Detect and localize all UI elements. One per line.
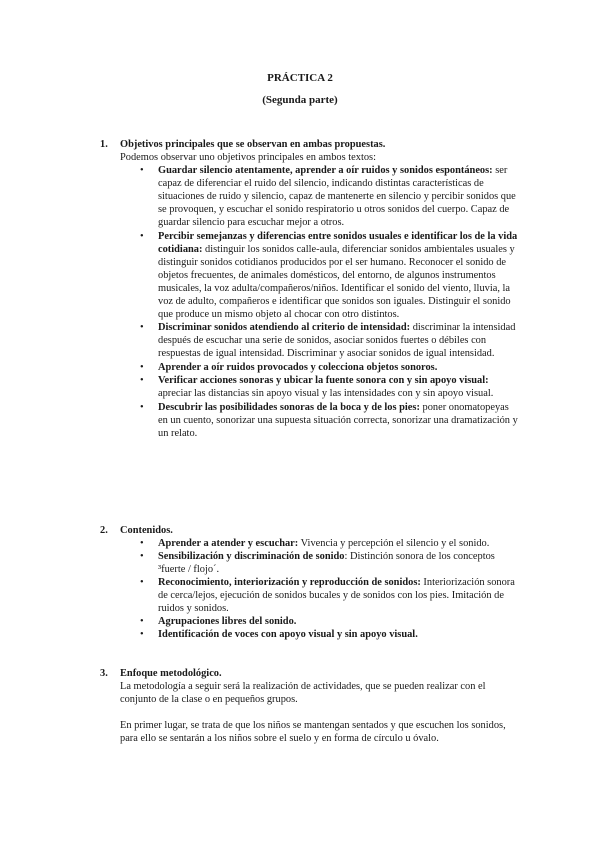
paragraph: La metodología a seguir será la realización de actividades, que se pueden realizar con el conjunto de la clase o en pequeños grupos. xyxy=(120,681,486,705)
contents-list xyxy=(100,537,520,641)
list-item: • Descubrir las posibilidades sonoras de la boca y de los pies: poner onomatopeyas en un cuento, sonorizar una supuesta situación correcta, sonorizar una dramatización y un relato. xyxy=(140,401,518,439)
paragraph: En primer lugar, se trata de que los niños se mantengan sentados y que escuchen los sonidos, para ello se sentarán a los niños sobre el suelo y en forma de círculo u óvalo. xyxy=(120,720,506,744)
section-number: 3. xyxy=(100,668,108,679)
list-item: • Percibir semejanzas y diferencias entre sonidos usuales e identificar los de la vida cotidiana: distinguir los sonidos calle-aula, diferenciar sonidos ambientales usuales y distinguir sonidos cotidianos producidos por el ser humano. Reconocer el sonido de objetos frecuentes, de animales domésticos, del entorno, de algunos instrumentos musicales, la voz adulta/compañeros/niños. Identificar el sonido del viento, lluvia, la voz de adulto, compañeros e identificar que sonidos son iguales. Distinguir el sonido que produce un mismo objeto al chocar con otro distintos. xyxy=(140,230,518,320)
bullet-icon: • xyxy=(140,551,144,562)
list-item: • Aprender a atender y escuchar: Vivencia y percepción el silencio y el sonido. xyxy=(140,538,490,549)
bullet-icon: • xyxy=(140,322,144,333)
bullet-icon: • xyxy=(140,165,144,176)
list-item: • Sensibilización y discriminación de sonido: Distinción sonora de los conceptos ³fuerte / flojo´. xyxy=(140,551,495,575)
list-item: • Identificación de voces con apoyo visual y sin apoyo visual. xyxy=(140,629,418,640)
list-item: • Agrupaciones libres del sonido. xyxy=(140,616,297,627)
bullet-icon: • xyxy=(140,361,144,373)
objectives-list xyxy=(100,164,520,440)
list-item: • Discriminar sonidos atendiendo al criterio de intensidad: discriminar la intensidad después de escuchar una serie de sonidos, asociar sonidos fuertes o débiles con respuestas de igual intensidad. Discriminar y asociar sonidos de igual intensidad. xyxy=(140,322,516,359)
section-heading xyxy=(100,138,520,151)
list-item: • Verificar acciones sonoras y ubicar la fuente sonora con y sin apoyo visual: apreciar las distancias sin apoyo visual y las intensidades con y sin apoyo visual. xyxy=(140,375,494,399)
section-title: Objetivos principales que se observan en ambas propuestas. xyxy=(120,139,386,150)
bullet-icon: • xyxy=(140,375,144,386)
bullet-icon: • xyxy=(140,230,144,242)
page-subtitle: (Segunda parte) xyxy=(262,94,338,106)
section-enfoque xyxy=(100,667,520,745)
section-objetivos xyxy=(100,138,520,440)
bullet-icon: • xyxy=(140,538,144,549)
list-item: • Aprender a oír ruidos provocados y colecciona objetos sonoros. xyxy=(140,361,438,373)
section-title: Enfoque metodológico. xyxy=(120,668,222,679)
section-contenidos xyxy=(100,524,520,641)
list-item: • Reconocimiento, interiorización y reproducción de sonidos: Interiorización sonora de cerca/lejos, ejecución de sonidos bucales y de sonidos con los pies. Imitación de ruidos y sonidos. xyxy=(140,577,515,614)
section-title: Contenidos. xyxy=(120,525,173,536)
bullet-icon: • xyxy=(140,577,144,588)
bullet-icon: • xyxy=(140,616,144,627)
section-number: 1. xyxy=(100,139,108,150)
bullet-icon: • xyxy=(140,629,144,640)
bullet-icon: • xyxy=(140,401,144,413)
section-number: 2. xyxy=(100,525,108,536)
section-intro: Podemos observar uno objetivos principales en ambos textos: xyxy=(120,152,376,163)
list-item: • Guardar silencio atentamente, aprender a oír ruidos y sonidos espontáneos: ser capaz de diferenciar el ruido del silencio, indicando distintas características de situaciones de ruido y silencio, capaz de mantenerte en silencio y percibir sonidos que se provoquen, y escuchar el sonido respiratorio u otros sonidos del cuerpo. Capaz de guardar silencio para escuchar mejor a otros. xyxy=(140,165,516,228)
page-title: PRÁCTICA 2 xyxy=(267,72,333,84)
section-heading xyxy=(100,524,520,537)
section-heading xyxy=(100,667,520,680)
